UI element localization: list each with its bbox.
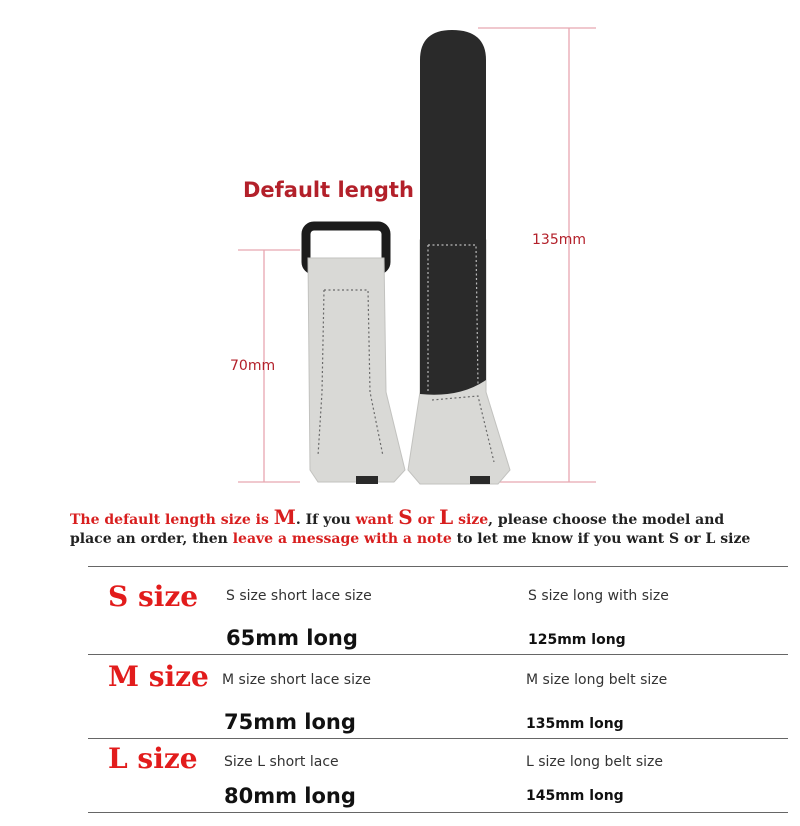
long-strap-dimension-label: 135mm <box>532 232 586 248</box>
size-note-line-2: place an order, then leave a message with a note to let me know if you want S or L size <box>70 531 751 547</box>
table-divider <box>88 654 788 655</box>
short-lace-desc-m: M size short lace size <box>222 672 371 688</box>
short-lace-length-l: 80mm long <box>224 784 356 808</box>
long-strap-dimension <box>478 28 596 482</box>
size-label-l: L size <box>108 742 198 775</box>
short-strap-dimension-label: 70mm <box>230 358 276 374</box>
size-label-m: M size <box>108 660 209 693</box>
long-belt-length-s: 125mm long <box>528 632 626 648</box>
long-belt-desc-m: M size long belt size <box>526 672 668 688</box>
short-lace-length-m: 75mm long <box>224 710 356 734</box>
table-divider <box>88 738 788 739</box>
long-belt-desc-s: S size long with size <box>528 588 669 604</box>
default-length-title: Default length <box>243 178 414 202</box>
table-divider <box>88 812 788 813</box>
table-divider <box>88 566 788 567</box>
long-belt-desc-l: L size long belt size <box>526 754 663 770</box>
size-note-line-1: The default length size is M. If you want S or L size, please choose the model and <box>70 505 725 529</box>
size-label-s: S size <box>108 580 199 613</box>
short-lace-length-s: 65mm long <box>226 626 358 650</box>
long-belt-length-l: 145mm long <box>526 788 624 804</box>
long-belt-length-m: 135mm long <box>526 716 624 732</box>
short-lace-desc-l: Size L short lace <box>224 754 339 770</box>
velcro-section <box>420 30 486 395</box>
short-strap <box>308 258 405 482</box>
short-lace-desc-s: S size short lace size <box>226 588 372 604</box>
